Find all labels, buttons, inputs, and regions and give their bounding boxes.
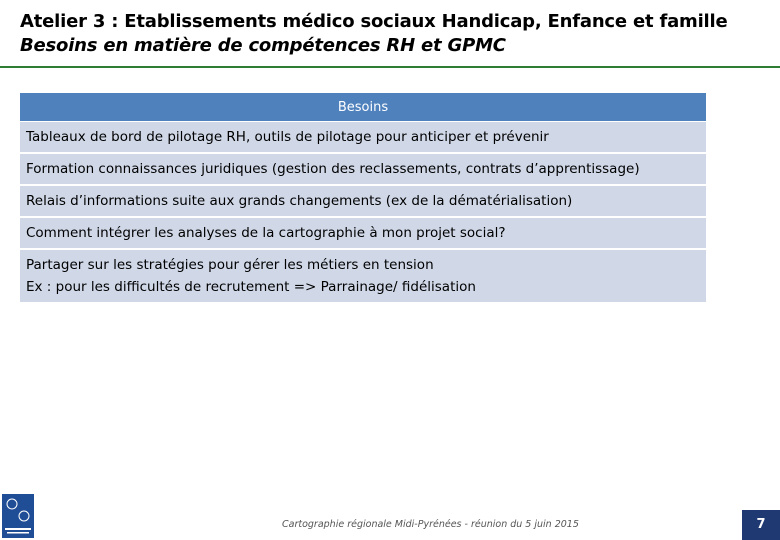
table-header: Besoins — [20, 93, 706, 122]
table-row — [20, 250, 706, 304]
table-row — [20, 122, 706, 154]
table-cell-text: Ex : pour les difficultés de recrutement => Parrainage/ fidélisation — [26, 279, 476, 295]
table-row — [20, 218, 706, 250]
table-row — [20, 154, 706, 186]
table-cell-text: Tableaux de bord de pilotage RH, outils de pilotage pour anticiper et prévenir — [26, 129, 549, 145]
table-cell-text: Comment intégrer les analyses de la cartographie à mon projet social? — [26, 225, 506, 241]
title-line-1: Atelier 3 : Etablissements médico sociaux Handicap, Enfance et famille — [20, 11, 728, 32]
table-cell-text: Partager sur les stratégies pour gérer les métiers en tension — [26, 257, 434, 273]
needs-table — [20, 93, 706, 304]
footer-caption: Cartographie régionale Midi-Pyrénées - réunion du 5 juin 2015 — [282, 519, 579, 530]
table-cell-text: Formation connaissances juridiques (gestion des reclassements, contrats d’apprentissage) — [26, 161, 640, 177]
title-divider — [0, 66, 780, 68]
title-line-2: Besoins en matière de compétences RH et GPMC — [20, 35, 506, 56]
table-cell-text: Relais d’informations suite aux grands changements (ex de la dématérialisation) — [26, 193, 573, 209]
organization-logo — [2, 494, 34, 538]
table-row — [20, 186, 706, 218]
slide-title — [20, 10, 770, 58]
page-number: 7 — [742, 510, 780, 540]
